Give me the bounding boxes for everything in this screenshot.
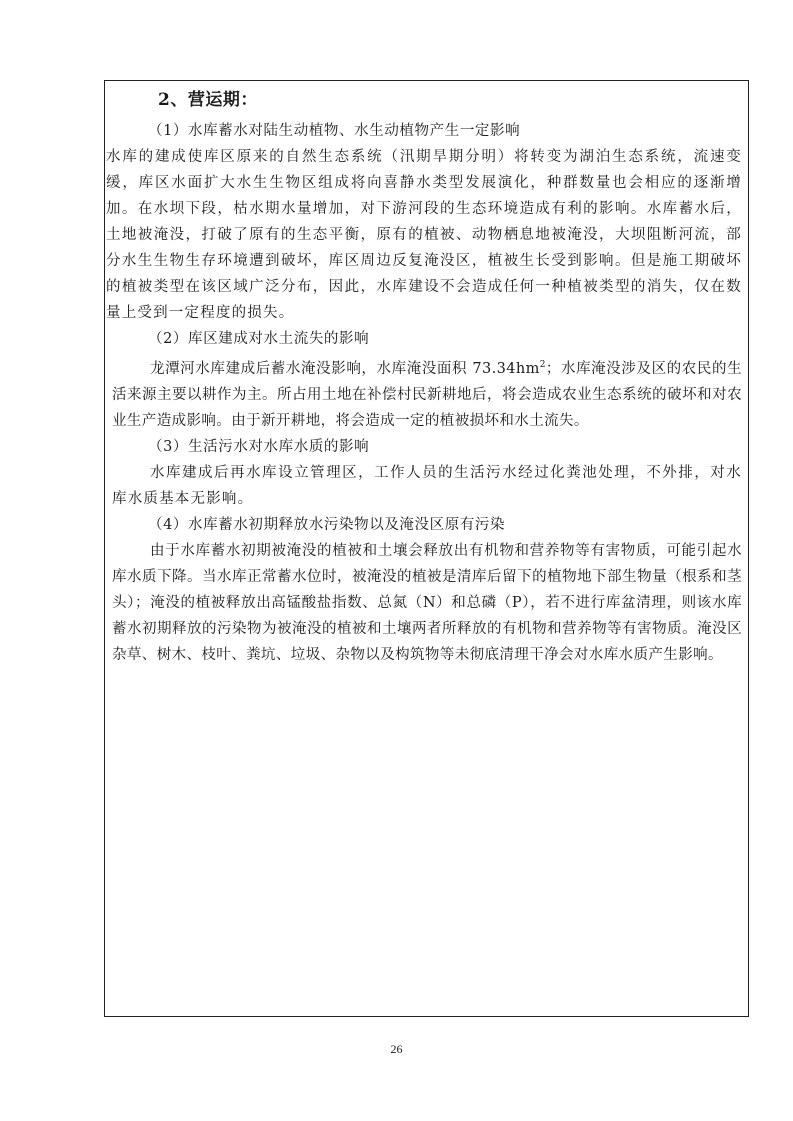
item-3-text: 水库建成后再水库设立管理区，工作人员的生活污水经过化粪池处理，不外排，对水库水质基本无影响。 <box>112 464 742 507</box>
page-number: 26 <box>390 1042 403 1056</box>
item-2-superscript: 2 <box>539 360 546 370</box>
item-4-heading: （4）水库蓄水初期释放水污染物以及淹没区原有污染 <box>148 516 506 533</box>
item-2-text-part2: ；水库淹没涉及区的农民的生活来源主要以耕作为主。所占用土地在补偿村民新耕地后，将会造成农业生态系统的破坏和对农业生产造成影响。由于新开耕地，将会造成一定的植被损坏和水土流失。 <box>112 360 742 429</box>
item-1-heading: （1）水库蓄水对陆生动植物、水生动植物产生一定影响 <box>148 123 521 139</box>
item-2-text <box>112 352 742 434</box>
item-2-text-part1: 龙潭河水库建成后蓄水淹没影响，水库淹没面积 73.34hm <box>150 360 540 377</box>
item-1-text: 水库的建成使库区原来的自然生态系统（汛期旱期分明）将转变为湖泊生态系统，流速变缓，库区水面扩大水生生物区组成将向喜静水类型发展演化，种群数量也会相应的逐渐增加。在水坝下段，枯水期水量增加，对下游河段的生态环境造成有利的影响。水库蓄水后，土地被淹没，打破了原有的生态平衡，原有的植被、动物栖息地被淹没，大坝阻断河流，部分水生生物生存环境遭到破坏，库区周边反复淹没区，植被生长受到影响。但是施工期破坏的植被类型在该区域广泛分布，因此，水库建设不会造成任何一种植被类型的消失，仅在数量上受到一定程度的损失。 <box>106 149 742 321</box>
item-4-text: 由于水库蓄水初期被淹没的植被和土壤会释放出有机物和营养物等有害物质，可能引起水库水质下降。当水库正常蓄水位时，被淹没的植被是清库后留下的植物地下部生物量（根系和茎头）；淹没的植被释放出高锰酸盐指数、总氮（N）和总磷（P），若不进行库盆清理，则该水库蓄水初期释放的污染物为被淹没的植被和土壤两者所释放的有机物和营养物等有害物质。淹没区杂草、树木、枝叶、粪坑、垃圾、杂物以及构筑物等未彻底清理干净会对水库水质产生影响。 <box>112 542 742 663</box>
section-title: 2、营运期： <box>158 90 258 110</box>
item-2-heading: （2）库区建成对水土流失的影响 <box>148 331 370 347</box>
document-content <box>106 86 742 668</box>
item-3-heading: （3）生活污水对水库水质的影响 <box>148 438 370 455</box>
